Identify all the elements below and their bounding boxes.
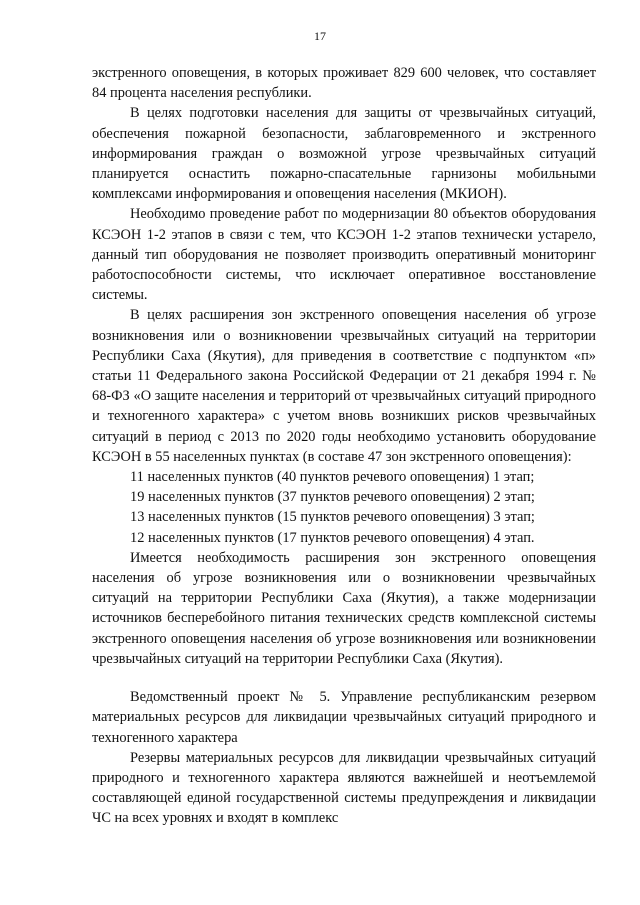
paragraph-necessity: Имеется необходимость расширения зон экстренного оповещения населения об угрозе возникновения или о возникновении чрезвычайных ситуаций на территории Республики Саха (Якутия), а также модернизации источников бесперебойного питания технических средств комплексной системы экстренного оповещения населения об угрозе возникновения или возникновении чрезвычайных ситуаций на территории Республики Саха (Якутия).: [92, 549, 596, 667]
stage-item: 12 населенных пунктов (17 пунктов речевого оповещения) 4 этап.: [130, 529, 535, 546]
stages-list: [92, 467, 596, 548]
stage-item: 13 населенных пунктов (15 пунктов речевого оповещения) 3 этап;: [130, 509, 535, 526]
paragraph-expansion: В целях расширения зон экстренного оповещения населения об угрозе возникновения или о возникновении чрезвычайных ситуаций на территории Республики Саха (Якутия), для приведения в соответствие с подпунктом «п» статьи 11 Федерального закона Российской Федерации от 21 декабря 1994 г. № 68-ФЗ «О защите населения и территорий от чрезвычайных ситуаций природного и техногенного характера» с учетом вновь возникших рисков чрезвычайных ситуаций в период с 2013 по 2020 годы необходимо установить оборудование КСЭОН в 55 населенных пунктах (в составе 47 зон экстренного оповещения):: [92, 307, 596, 465]
project-heading: Ведомственный проект № 5. Управление республиканским резервом материальных ресурсов для ликвидации чрезвычайных ситуаций природного и техногенного характера: [92, 689, 596, 746]
paragraph-modernization: Необходимо проведение работ по модернизации 80 объектов оборудования КСЭОН 1-2 этапов в связи с тем, что КСЭОН 1-2 этапов технически устарело, данный тип оборудования не позволяет производить оперативный мониторинг работоспособности системы, что исключает оперативное восстановление системы.: [92, 206, 596, 304]
paragraph-continued: экстренного оповещения, в которых проживает 829 600 человек, что составляет 84 процента населения республики.: [92, 65, 596, 102]
paragraph-mkion: В целях подготовки населения для защиты от чрезвычайных ситуаций, обеспечения пожарной безопасности, заблаговременного и экстренного информирования граждан о возможной угрозе чрезвычайных ситуаций планируется оснастить пожарно-спасательные гарнизоны мобильными комплексами информирования и оповещения населения (МКИОН).: [92, 105, 596, 203]
document-body: [92, 63, 596, 829]
stage-item: 11 населенных пунктов (40 пунктов речевого оповещения) 1 этап;: [130, 469, 535, 486]
paragraph-reserves: Резервы материальных ресурсов для ликвидации чрезвычайных ситуаций природного и техногенного характера являются важнейшей и неотъемлемой составляющей единой государственной системы предупреждения и ликвидации ЧС на всех уровнях и входят в комплекс: [92, 749, 596, 827]
stage-item: 19 населенных пунктов (37 пунктов речевого оповещения) 2 этап;: [130, 489, 535, 506]
page-number: 17: [314, 29, 326, 43]
section-gap: [92, 669, 596, 687]
